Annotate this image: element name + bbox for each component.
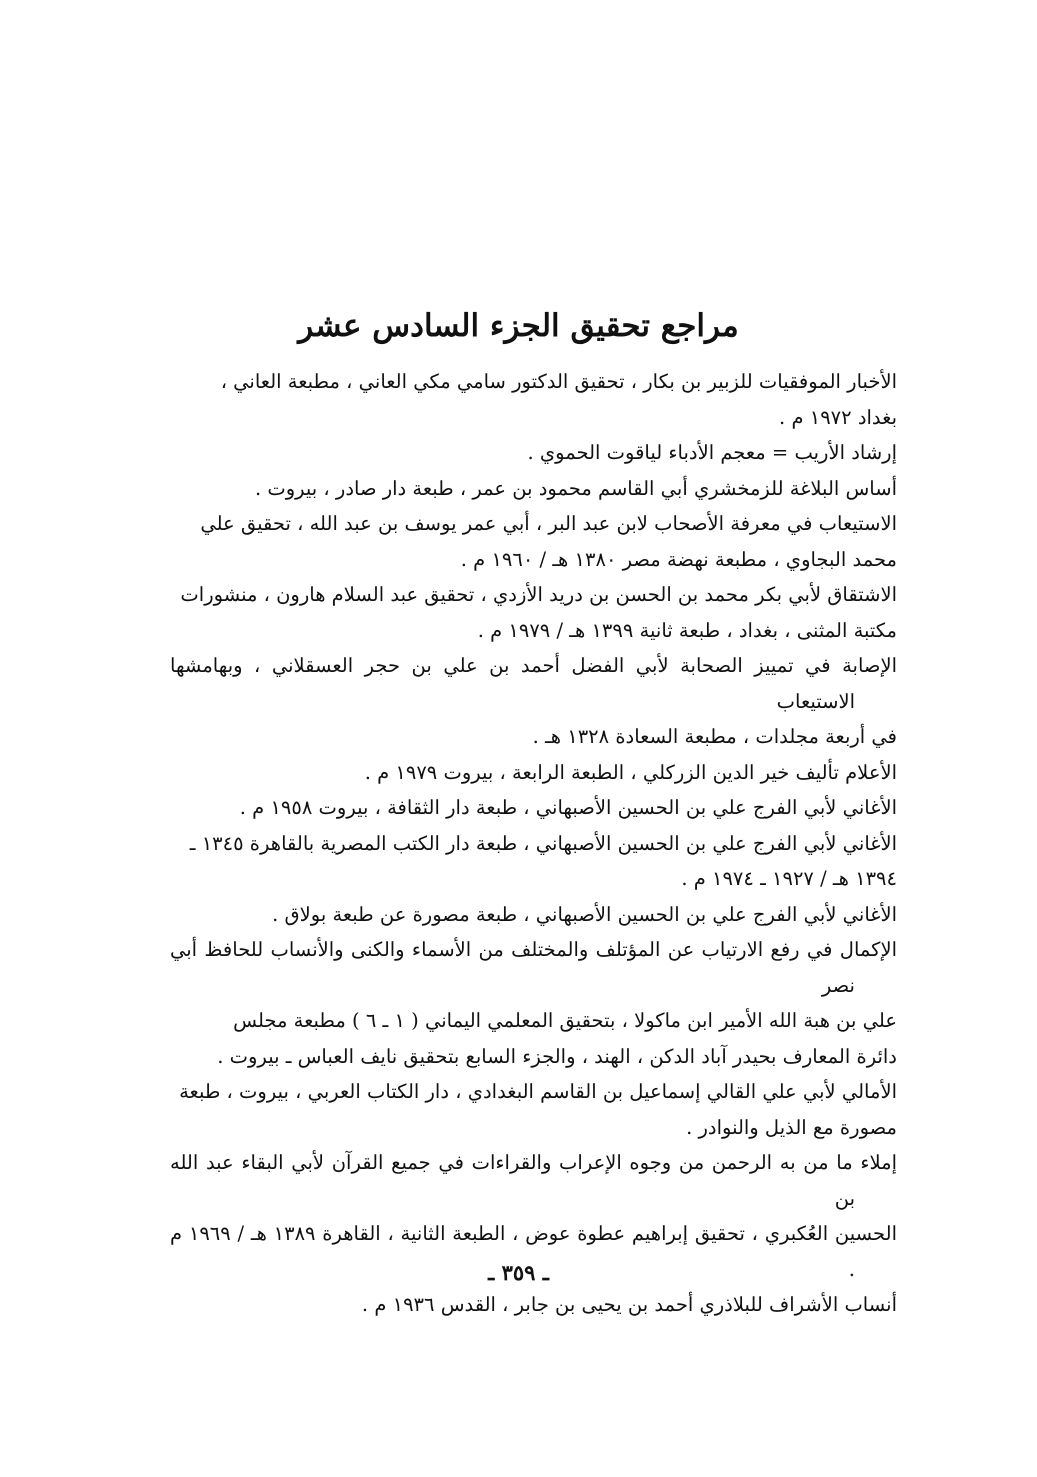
page-number: ـ ٣٥٩ ـ — [488, 1260, 549, 1285]
reference-line: إرشاد الأريب = معجم الأدباء لياقوت الحموي . — [527, 441, 897, 464]
reference-line: مكتبة المثنى ، بغداد ، طبعة ثانية ١٣٩٩ هـ / ١٩٧٩ م . — [477, 618, 897, 642]
reference-line: الأغاني لأبي الفرج علي بن الحسين الأصبهاني ، طبعة دار الكتب المصرية بالقاهرة ١٣٤٥ ـ — [189, 831, 897, 855]
reference-line: أنساب الأشراف للبلاذري أحمد بن يحيى بن جابر ، القدس ١٩٣٦ م . — [361, 1293, 897, 1316]
reference-entry — [170, 755, 897, 791]
reference-line: الأعلام تأليف خير الدين الزركلي ، الطبعة الرابعة ، بيروت ١٩٧٩ م . — [364, 760, 897, 784]
reference-line: أساس البلاغة للزمخشري أبي القاسم محمود بن عمر ، طبعة دار صادر ، بيروت . — [254, 476, 897, 500]
reference-line: إملاء ما من به الرحمن من وجوه الإعراب والقراءات في جميع القرآن لأبي البقاء عبد الله بن — [170, 1151, 897, 1210]
reference-line: دائرة المعارف بحيدر آباد الدكن ، الهند ، والجزء السابع بتحقيق نايف العباس ـ بيروت . — [217, 1044, 897, 1068]
reference-entry — [170, 471, 897, 507]
reference-entry — [170, 364, 897, 435]
reference-line: الأمالي لأبي علي القالي إسماعيل بن القاسم البغدادي ، دار الكتاب العربي ، بيروت ، طبعة — [179, 1080, 897, 1103]
reference-entry — [170, 577, 897, 648]
reference-entry — [170, 790, 897, 826]
reference-entry — [170, 1074, 897, 1145]
reference-line: محمد البجاوي ، مطبعة نهضة مصر ١٣٨٠ هـ / ١٩٦٠ م . — [460, 547, 897, 571]
reference-line: بغداد ١٩٧٢ م . — [779, 405, 897, 429]
reference-entry — [170, 1287, 897, 1323]
reference-line: الاستيعاب في معرفة الأصحاب لابن عبد البر ، أبي عمر يوسف بن عبد الله ، تحقيق علي — [200, 512, 897, 535]
reference-entry — [170, 648, 897, 755]
reference-entry — [170, 826, 897, 897]
page-title: مراجع تحقيق الجزء السادس عشر — [298, 308, 739, 344]
reference-entry — [170, 435, 897, 471]
reference-line: في أربعة مجلدات ، مطبعة السعادة ١٣٢٨ هـ . — [532, 725, 897, 748]
reference-line: الأخبار الموفقيات للزبير بن بكار ، تحقيق الدكتور سامي مكي العاني ، مطبعة العاني ، — [220, 370, 897, 393]
reference-entry — [170, 932, 897, 1074]
reference-line: مصورة مع الذيل والنوادر . — [686, 1115, 897, 1139]
references-list — [170, 364, 897, 1323]
reference-line: الاشتقاق لأبي بكر محمد بن الحسن بن دريد الأزدي ، تحقيق عبد السلام هارون ، منشورات — [180, 583, 897, 606]
reference-line: ١٣٩٤ هـ / ١٩٢٧ ـ ١٩٧٤ م . — [681, 867, 897, 890]
reference-line: الإصابة في تمييز الصحابة لأبي الفضل أحمد بن علي بن حجر العسقلاني ، وبهامشها الاستيعاب — [170, 654, 897, 713]
reference-entry — [170, 897, 897, 933]
reference-entry — [170, 506, 897, 577]
reference-line: الأغاني لأبي الفرج علي بن الحسين الأصبهاني ، طبعة دار الثقافة ، بيروت ١٩٥٨ م . — [239, 796, 897, 819]
reference-line: علي بن هبة الله الأمير ابن ماكولا ، بتحقيق المعلمي اليماني ( ١ ـ ٦ ) مطبعة مجلس — [233, 1009, 897, 1032]
reference-line: الإكمال في رفع الارتياب عن المؤتلف والمختلف من الأسماء والكنى والأنساب للحافظ أبي نصر — [170, 938, 897, 997]
reference-line: الأغاني لأبي الفرج علي بن الحسين الأصبهاني ، طبعة مصورة عن طبعة بولاق . — [272, 902, 897, 926]
reference-line: الحسين العُكبري ، تحقيق إبراهيم عطوة عوض ، الطبعة الثانية ، القاهرة ١٣٨٩ هـ / ١٩٦٩ م . — [170, 1222, 897, 1281]
